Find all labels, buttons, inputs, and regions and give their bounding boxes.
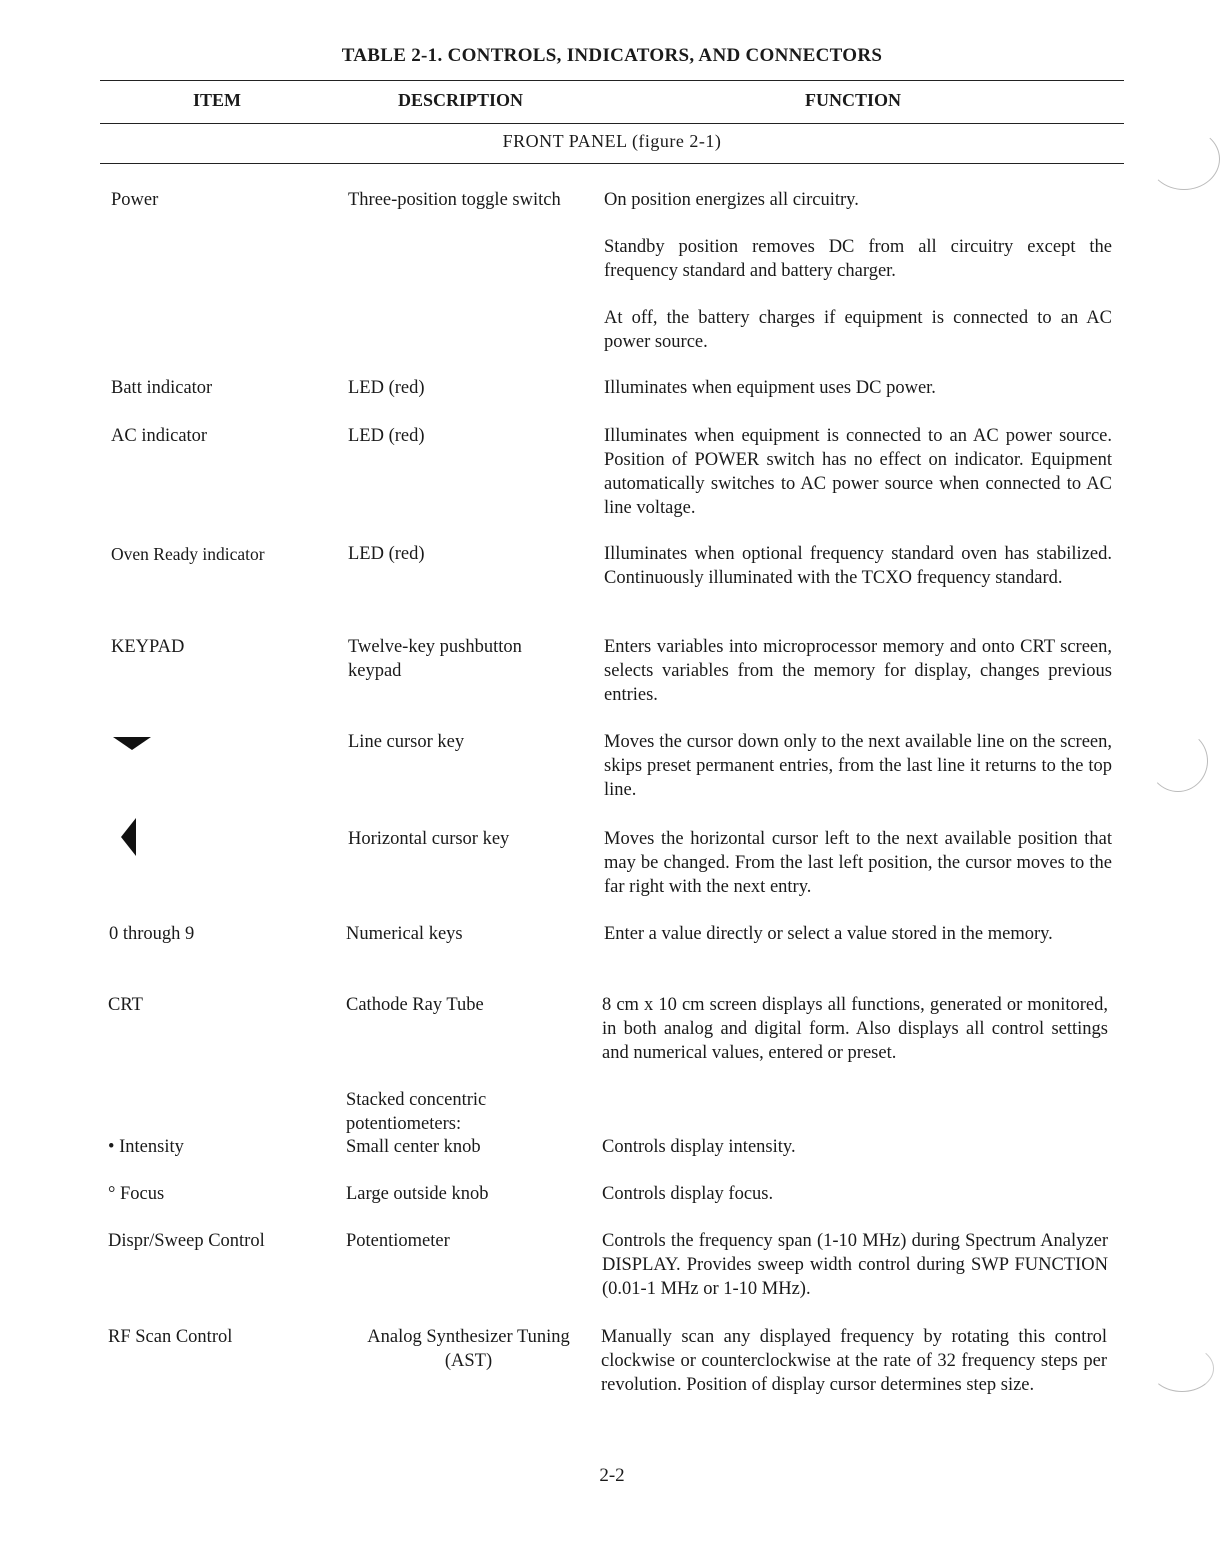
function-paragraph: Manually scan any displayed frequency by rotating this control clockwise or counterclockwise at the rate of 32 frequency steps per revolution. Position of display cursor determines step size. [601,1327,1107,1395]
description-cell: Cathode Ray Tube [346,995,484,1015]
column-header-item: ITEM [193,90,242,110]
description-cell: Potentiometer [346,1231,450,1251]
function-cell [602,1182,1108,1206]
function-paragraph: Illuminates when equipment uses DC power. [604,378,936,398]
function-cell [604,376,1112,400]
description-cell: LED (red) [348,378,425,398]
function-cell [604,730,1112,802]
function-cell [602,1135,1108,1159]
description-cell: Twelve-key pushbutton keypad [348,637,522,681]
function-cell [604,635,1112,707]
function-paragraph: Illuminates when equipment is connected to an AC power source. Position of POWER switch has no effect on indicator. Equipment automatically switches to AC power source when connected to AC line voltage. [604,426,1112,518]
function-paragraph: Enters variables into microprocessor memory and onto CRT screen, selects variables from the memory for display, changes previous entries. [604,637,1112,705]
column-header-function: FUNCTION [805,90,902,110]
function-cell [604,922,1112,946]
description-cell: Small center knob [346,1137,481,1157]
section-heading: FRONT PANEL (figure 2-1) [502,131,722,151]
function-paragraph: Controls display focus. [602,1184,774,1204]
function-cell [604,424,1112,520]
item-cell: Dispr/Sweep Control [108,1231,265,1251]
rule-top [100,80,1124,81]
item-cell: Oven Ready indicator [111,544,265,564]
function-paragraph: Illuminates when optional frequency standard oven has stabilized. Continuously illuminated with the TCXO frequency standard. [604,544,1112,588]
description-cell: Large outside knob [346,1184,489,1204]
item-cell: RF Scan Control [108,1327,233,1347]
function-cell [604,188,1112,354]
function-paragraph: Enter a value directly or select a value stored in the memory. [604,924,1053,944]
description-cell: LED (red) [348,426,425,446]
function-paragraph: At off, the battery charges if equipment is connected to an AC power source. [604,308,1112,352]
item-cell: 0 through 9 [109,924,195,944]
item-cell: ° Focus [108,1184,165,1204]
item-cell: Power [111,190,159,210]
rule-header [100,123,1124,124]
function-cell [602,1229,1108,1301]
item-cell: AC indicator [111,426,208,446]
function-paragraph: On position energizes all circuitry. [604,190,859,210]
page-number: 2-2 [599,1465,625,1486]
binder-hole-mark [1150,1345,1214,1392]
function-paragraph: 8 cm x 10 cm screen displays all functions, generated or monitored, in both analog and digital form. Also displays all control settings and numerical values, entered or preset. [602,995,1108,1063]
description-cell: Analog Synthesizer Tuning (AST) [367,1327,570,1371]
description-cell: LED (red) [348,544,425,564]
function-paragraph: Moves the cursor down only to the next available line on the screen, skips preset permanent entries, from the last line it returns to the top line. [604,732,1112,800]
function-paragraph: Controls the frequency span (1-10 MHz) during Spectrum Analyzer DISPLAY. Provides sweep width control during SWP FUNCTION (0.01-1 MHz or 1-10 MHz). [602,1231,1108,1299]
description-cell: Numerical keys [346,924,463,944]
item-cell: • Intensity [108,1137,184,1157]
item-cell: Batt indicator [111,378,213,398]
function-cell [602,993,1108,1065]
table-title: TABLE 2-1. CONTROLS, INDICATORS, AND CONNECTORS [341,45,883,66]
function-cell [604,542,1112,590]
function-cell [604,827,1112,899]
description-cell: Three-position toggle switch [348,190,561,210]
description-cell: Horizontal cursor key [348,829,510,849]
function-paragraph: Controls display intensity. [602,1137,796,1157]
description-cell: Stacked concentric potentiometers: [346,1090,487,1134]
function-paragraph: Standby position removes DC from all circuitry except the frequency standard and battery charger. [604,237,1112,281]
rule-section [100,163,1124,164]
function-paragraph: Moves the horizontal cursor left to the next available position that may be changed. From the last left position, the cursor moves to the far right with the next entry. [604,829,1112,897]
left-triangle-icon [121,818,136,856]
binder-hole-mark [1148,128,1220,190]
item-cell: KEYPAD [111,637,185,657]
column-header-description: DESCRIPTION [398,90,524,110]
description-cell: Line cursor key [348,732,465,752]
item-cell: CRT [108,995,143,1015]
binder-hole-mark [1148,730,1208,792]
function-cell [601,1325,1107,1397]
down-triangle-icon [113,737,151,750]
